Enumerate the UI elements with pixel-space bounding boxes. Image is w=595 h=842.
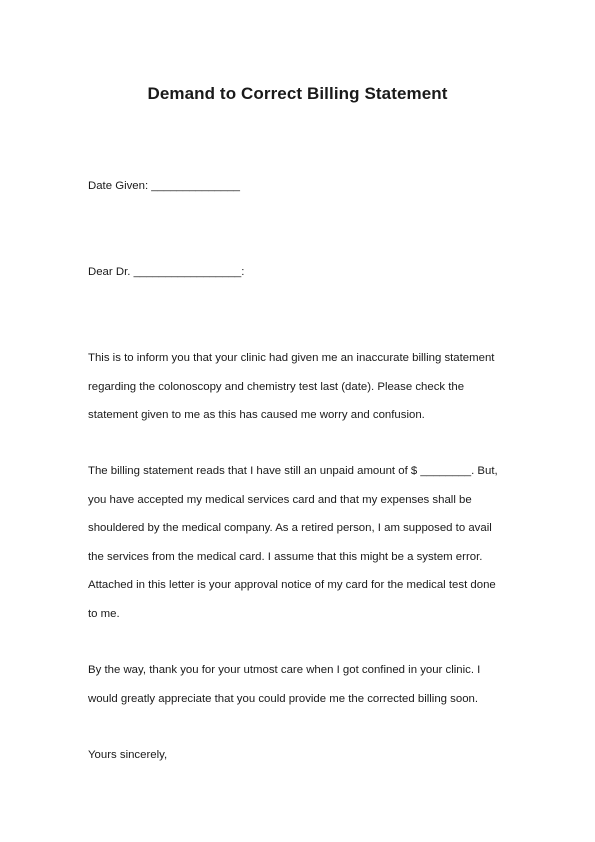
closing-text: Yours sincerely, xyxy=(88,749,168,761)
paragraph-2-line: you have accepted my medical services card and that my expenses shall be xyxy=(88,493,472,506)
paragraph-1 xyxy=(88,344,528,430)
paragraph-2 xyxy=(88,457,528,628)
document-title: Demand to Correct Billing Statement xyxy=(147,84,448,103)
paragraph-3-line: would greatly appreciate that you could provide me the corrected billing soon. xyxy=(88,692,479,705)
closing xyxy=(88,741,528,769)
date-line xyxy=(88,172,528,200)
paragraph-3-line: By the way, thank you for your utmost care when I got confined in your clinic. I xyxy=(88,664,481,676)
paragraph-2-line: to me. xyxy=(88,607,120,620)
paragraph-1-line: This is to inform you that your clinic had given me an inaccurate billing statement xyxy=(88,352,495,364)
paragraph-2-line: Attached in this letter is your approval notice of my card for the medical test done xyxy=(88,579,496,591)
salutation xyxy=(88,258,528,286)
paragraph-2-line: shouldered by the medical company. As a retired person, I am supposed to avail xyxy=(88,522,492,534)
paragraph-2-line: the services from the medical card. I assume that this might be a system error. xyxy=(88,550,483,563)
date-given-text: Date Given: ______________ xyxy=(88,180,240,192)
paragraph-2-line: The billing statement reads that I have still an unpaid amount of $ ________. But, xyxy=(88,465,498,477)
salutation-text: Dear Dr. _________________: xyxy=(88,266,245,278)
paragraph-3 xyxy=(88,656,528,713)
paragraph-1-line: statement given to me as this has caused me worry and confusion. xyxy=(88,409,425,421)
paragraph-1-line: regarding the colonoscopy and chemistry test last (date). Please check the xyxy=(88,380,465,393)
